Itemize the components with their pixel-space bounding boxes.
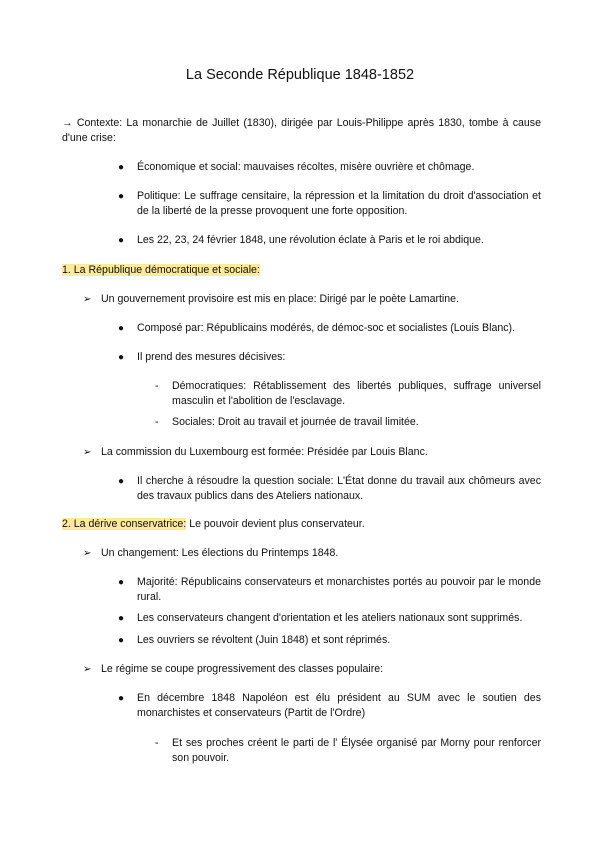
list-item: Les conservateurs changent d'orientation et les ateliers nationaux sont supprimés.: [137, 612, 523, 624]
arrow-icon: →: [62, 117, 73, 129]
list-item: Il cherche à résoudre la question sociale: L'État donne du travail aux chômeurs avec des travaux publics dans des Ateliers nationaux.: [137, 475, 541, 502]
arrowhead-icon: ➢: [83, 664, 92, 675]
bullet-icon: ●: [118, 352, 125, 363]
bullet-icon: ●: [118, 162, 125, 173]
bullet-icon: ●: [118, 323, 125, 334]
bullet-icon: ●: [118, 476, 125, 487]
list-item: Et ses proches créent le parti de l' Élysée organisé par Morny pour renforcer son pouvoir.: [172, 737, 541, 764]
dash-icon: -: [155, 380, 159, 392]
bullet-icon: ●: [118, 635, 125, 646]
list-item: Démocratiques: Rétablissement des libertés publiques, suffrage universel masculin et l'abolition de l'esclavage.: [172, 380, 541, 407]
section-1-heading: 1. La République démocratique et sociale:: [62, 264, 260, 276]
dash-icon: -: [155, 737, 159, 749]
list-item: Sociales: Droit au travail et journée de travail limitée.: [172, 416, 419, 428]
arrowhead-icon: ➢: [83, 447, 92, 458]
section-2-heading-line: [62, 517, 541, 532]
arrowhead-icon: ➢: [83, 294, 92, 305]
list-item: Politique: Le suffrage censitaire, la répression et la limitation du droit d'association et de la liberté de la presse provoquent une forte opposition.: [137, 190, 541, 217]
list-item: Composé par: Républicains modérés, de démoc-soc et socialistes (Louis Blanc).: [137, 322, 516, 334]
bullet-icon: ●: [118, 693, 125, 704]
arrowhead-icon: ➢: [83, 548, 92, 559]
section-2-heading-rest: Le pouvoir devient plus conservateur.: [186, 518, 365, 530]
page-title: La Seconde République 1848-1852: [185, 67, 415, 83]
list-item: Les 22, 23, 24 février 1848, une révolution éclate à Paris et le roi abdique.: [137, 234, 484, 246]
list-item: En décembre 1848 Napoléon est élu président au SUM avec le soutien des monarchistes et conservateurs (Partit de l'Ordre): [137, 692, 541, 719]
bullet-icon: ●: [118, 613, 125, 624]
intro-paragraph: [62, 116, 541, 146]
list-item: Les ouvriers se révoltent (Juin 1848) et sont réprimés.: [137, 634, 391, 646]
section-2-point-2: Le régime se coupe progressivement des classes populaire:: [101, 663, 384, 675]
section-2-heading: 2. La dérive conservatrice:: [62, 518, 187, 530]
dash-icon: -: [155, 416, 159, 428]
bullet-icon: ●: [118, 577, 125, 588]
section-1-heading-line: [62, 263, 541, 278]
list-item: Il prend des mesures décisives:: [137, 351, 286, 363]
section-1-point-2: La commission du Luxembourg est formée: Présidée par Louis Blanc.: [101, 446, 428, 458]
list-item: Économique et social: mauvaises récoltes, misère ouvrière et chômage.: [137, 161, 475, 173]
intro-text: Contexte: La monarchie de Juillet (1830), dirigée par Louis-Philippe après 1830, tombe à cause d'une crise:: [62, 117, 542, 144]
section-1-point-1: Un gouvernement provisoire est mis en place: Dirigé par le poète Lamartine.: [101, 293, 460, 305]
bullet-icon: ●: [118, 191, 125, 202]
bullet-icon: ●: [118, 235, 125, 246]
list-item: Majorité: Républicains conservateurs et monarchistes portés au pouvoir par le monde rural.: [137, 576, 541, 603]
section-2-point-1: Un changement: Les élections du Printemps 1848.: [101, 547, 339, 559]
